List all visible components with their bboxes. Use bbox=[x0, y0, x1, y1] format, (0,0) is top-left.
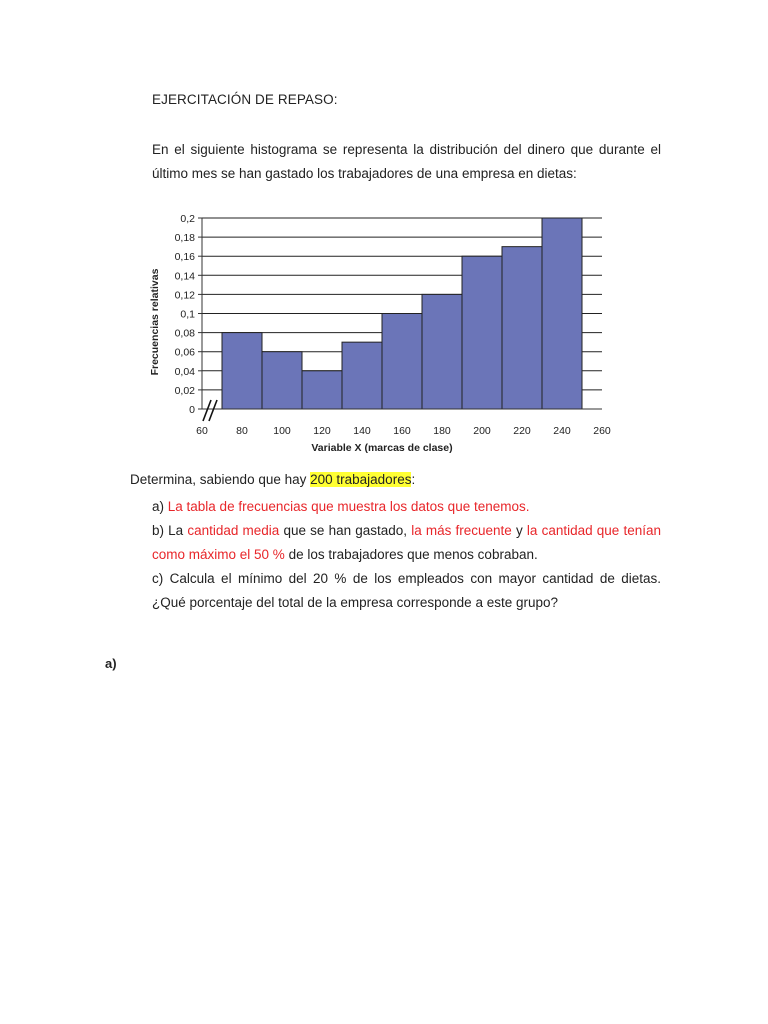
y-tick-label: 0,16 bbox=[174, 251, 195, 264]
question-intro-text: Determina, sabiendo que hay bbox=[130, 472, 311, 487]
x-tick-label: 60 bbox=[196, 425, 208, 437]
y-tick-label: 0,1 bbox=[180, 308, 195, 321]
intro-paragraph: En el siguiente histograma se representa la distribución del dinero que durante el último mes se han gastado los trabajadores de una empresa en dietas: bbox=[152, 142, 661, 181]
y-tick-label: 0,04 bbox=[174, 365, 195, 378]
histogram-bar bbox=[222, 333, 262, 409]
question-b-highlight-2: la más frecuente bbox=[411, 523, 512, 538]
answer-a-label: a) bbox=[105, 656, 117, 671]
question-a: a) La tabla de frecuencias que muestra los datos que tenemos. bbox=[152, 499, 530, 514]
question-list bbox=[152, 495, 661, 615]
question-b-highlight-1: cantidad media bbox=[187, 523, 280, 538]
x-tick-label: 220 bbox=[513, 425, 531, 437]
x-tick-label: 180 bbox=[433, 425, 451, 437]
x-tick-label: 200 bbox=[473, 425, 491, 437]
histogram-bar bbox=[342, 342, 382, 409]
histogram-bar bbox=[422, 294, 462, 409]
y-tick-label: 0,08 bbox=[174, 327, 195, 340]
histogram-chart bbox=[142, 204, 630, 460]
y-tick-label: 0,12 bbox=[174, 289, 195, 302]
x-axis-label: Variable X (marcas de clase) bbox=[311, 442, 453, 454]
y-axis-label: Frecuencias relativas bbox=[149, 268, 161, 376]
y-tick-label: 0 bbox=[189, 404, 195, 416]
x-tick-label: 240 bbox=[553, 425, 571, 437]
x-tick-label: 100 bbox=[273, 425, 291, 437]
highlighted-worker-count: 200 trabajadores bbox=[310, 472, 412, 487]
question-c: c) Calcula el mínimo del 20 % de los empleados con mayor cantidad de dietas. ¿Qué porcentaje del total de la empresa corresponde a este grupo? bbox=[152, 571, 661, 610]
question-b: b) La cantidad media que se han gastado, la más frecuente y la cantidad que tenían como máximo el 50 % de los trabajadores que menos cobraban. bbox=[152, 523, 661, 562]
x-tick-label: 140 bbox=[353, 425, 371, 437]
question-intro-colon: : bbox=[411, 472, 416, 487]
question-intro bbox=[130, 472, 415, 487]
y-tick-label: 0,18 bbox=[174, 232, 195, 245]
x-tick-label: 160 bbox=[393, 425, 411, 437]
y-tick-label: 0,14 bbox=[174, 270, 195, 283]
question-a-highlight: La tabla de frecuencias que muestra los datos que tenemos. bbox=[167, 499, 530, 514]
y-tick-label: 0,02 bbox=[174, 384, 195, 397]
question-b-highlight-3: la cantidad que tenían como máximo el 50 % bbox=[152, 523, 661, 562]
histogram-figure bbox=[142, 204, 630, 460]
histogram-bar bbox=[462, 256, 502, 409]
y-tick-label: 0,2 bbox=[180, 213, 195, 225]
exercise-heading: EJERCITACIÓN DE REPASO: bbox=[152, 92, 338, 107]
y-tick-label: 0,06 bbox=[174, 346, 195, 359]
histogram-bar bbox=[302, 371, 342, 409]
histogram-bar bbox=[382, 314, 422, 410]
x-tick-label: 80 bbox=[236, 425, 248, 437]
histogram-bar bbox=[502, 247, 542, 409]
x-tick-label: 260 bbox=[593, 425, 611, 437]
histogram-bar bbox=[542, 218, 582, 409]
histogram-bar bbox=[262, 352, 302, 409]
x-tick-label: 120 bbox=[313, 425, 331, 437]
